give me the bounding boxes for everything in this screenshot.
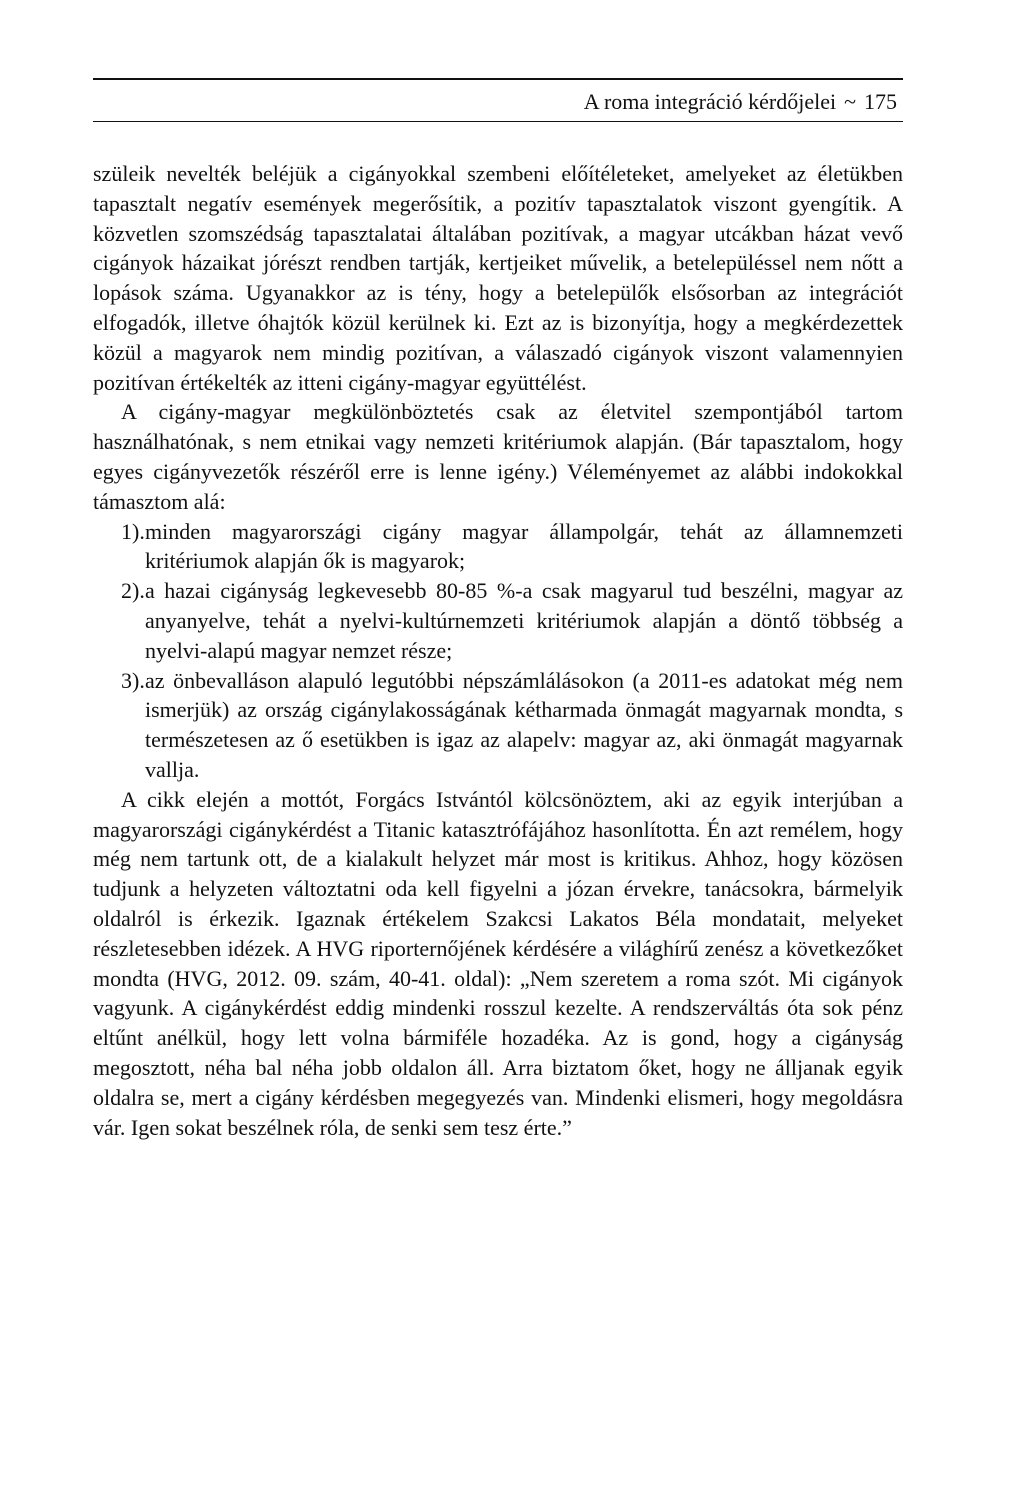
paragraph-2: A cigány-magyar megkülönböztetés csak az életvitel szempontjából tartom használhatónak, s nem etnikai vagy nemzeti kritériumok alapján. (Bár tapasztalom, hogy egyes cigányvezetők részéről erre is lenne igény.) Véleményemet az alábbi indokokkal támasztom alá: [93, 399, 903, 514]
header-text [584, 88, 897, 116]
list-item [93, 517, 903, 577]
reasons-list [93, 517, 903, 785]
main-text [93, 159, 903, 1142]
header-top-rule [93, 78, 903, 80]
running-header [93, 78, 903, 124]
list-item-text: minden magyarországi cigány magyar állampolgár, tehát az államnemzeti kritériumok alapján ők is magyarok; [145, 518, 903, 574]
list-item [93, 576, 903, 665]
list-marker: 3). [121, 667, 145, 693]
paragraph-1: szüleik nevelték beléjük a cigányokkal szembeni előítéleteket, amelyeket az életükben tapasztalt negatív események megerősítik, a pozitív tapasztalatok viszont gyengítik. A közvetlen szomszédság tapasztalatai általában pozitívak, a magyar utcákban házat vevő cigányok házaikat jórészt rendben tartják, kertjeiket művelik, a betelepüléssel nem nőtt a lopások száma. Ugyanakkor az is tény, hogy a betelepülők elsősorban az integrációt elfogadók, illetve óhajtók közül kerülnek ki. Ezt az is bizonyítja, hogy a megkérdezettek közül a magyarok nem mindig pozitívan, a válaszadó cigányok viszont valamennyien pozitívan értékelték az itteni cigány-magyar együttélést. [93, 161, 903, 395]
list-item [93, 666, 903, 785]
list-marker: 2). [121, 578, 145, 604]
running-title: A roma integráció kérdőjelei [583, 89, 837, 114]
list-item-text: az önbevalláson alapuló legutóbbi népszámlálásokon (a 2011-es adatokat még nem ismerjük) az ország cigánylakosságának kétharmada önmagát magyarnak mondta, s természetesen az ő esetükben is igaz az alapelv: magyar az, aki önmagát magyarnak vallja. [145, 667, 903, 782]
list-marker: 1). [121, 518, 145, 544]
paragraph-3: A cikk elején a mottót, Forgács Istvántól kölcsönöztem, aki az egyik interjúban a magyarországi cigánykérdést a Titanic katasztrófájához hasonlította. Én azt remélem, hogy még nem tartunk ott, de a kialakult helyzet már most is kritikus. Ahhoz, hogy közösen tudjunk a helyzeten változtatni oda kell figyelni a józan érvekre, tanácsokra, bármelyik oldalról is érkezik. Igaznak értékelem Szakcsi Lakatos Béla mondatait, melyeket részletesebben idézek. A HVG riporternőjének kérdésére a világhírű zenész a következőket mondta (HVG, 2012. 09. szám, 40-41. oldal): „Nem szeretem a roma szót. Mi cigányok vagyunk. A cigánykérdést eddig mindenki rosszul kezelte. A rendszerváltás óta sok pénz eltűnt anélkül, hogy lett volna bármiféle hozadéka. Az is gond, hogy a cigányság megosztott, néha bal néha jobb oldalon áll. Arra biztatom őket, hogy ne álljanak egyik oldalra se, mert a cigány kérdésben megegyezés van. Mindenki elismeri, hogy megoldásra vár. Igen sokat beszélnek róla, de senki sem tesz érte.” [93, 786, 903, 1140]
header-bottom-rule [93, 121, 903, 122]
page-number: 175 [864, 89, 897, 114]
header-separator: ~ [844, 89, 856, 114]
list-item-text: a hazai cigányság legkevesebb 80-85 %-a csak magyarul tud beszélni, magyar az anyanyelve, tehát a nyelvi-kultúrnemzeti kritériumok alapján a döntő többség a nyelvi-alapú magyar nemzet része; [145, 578, 903, 663]
